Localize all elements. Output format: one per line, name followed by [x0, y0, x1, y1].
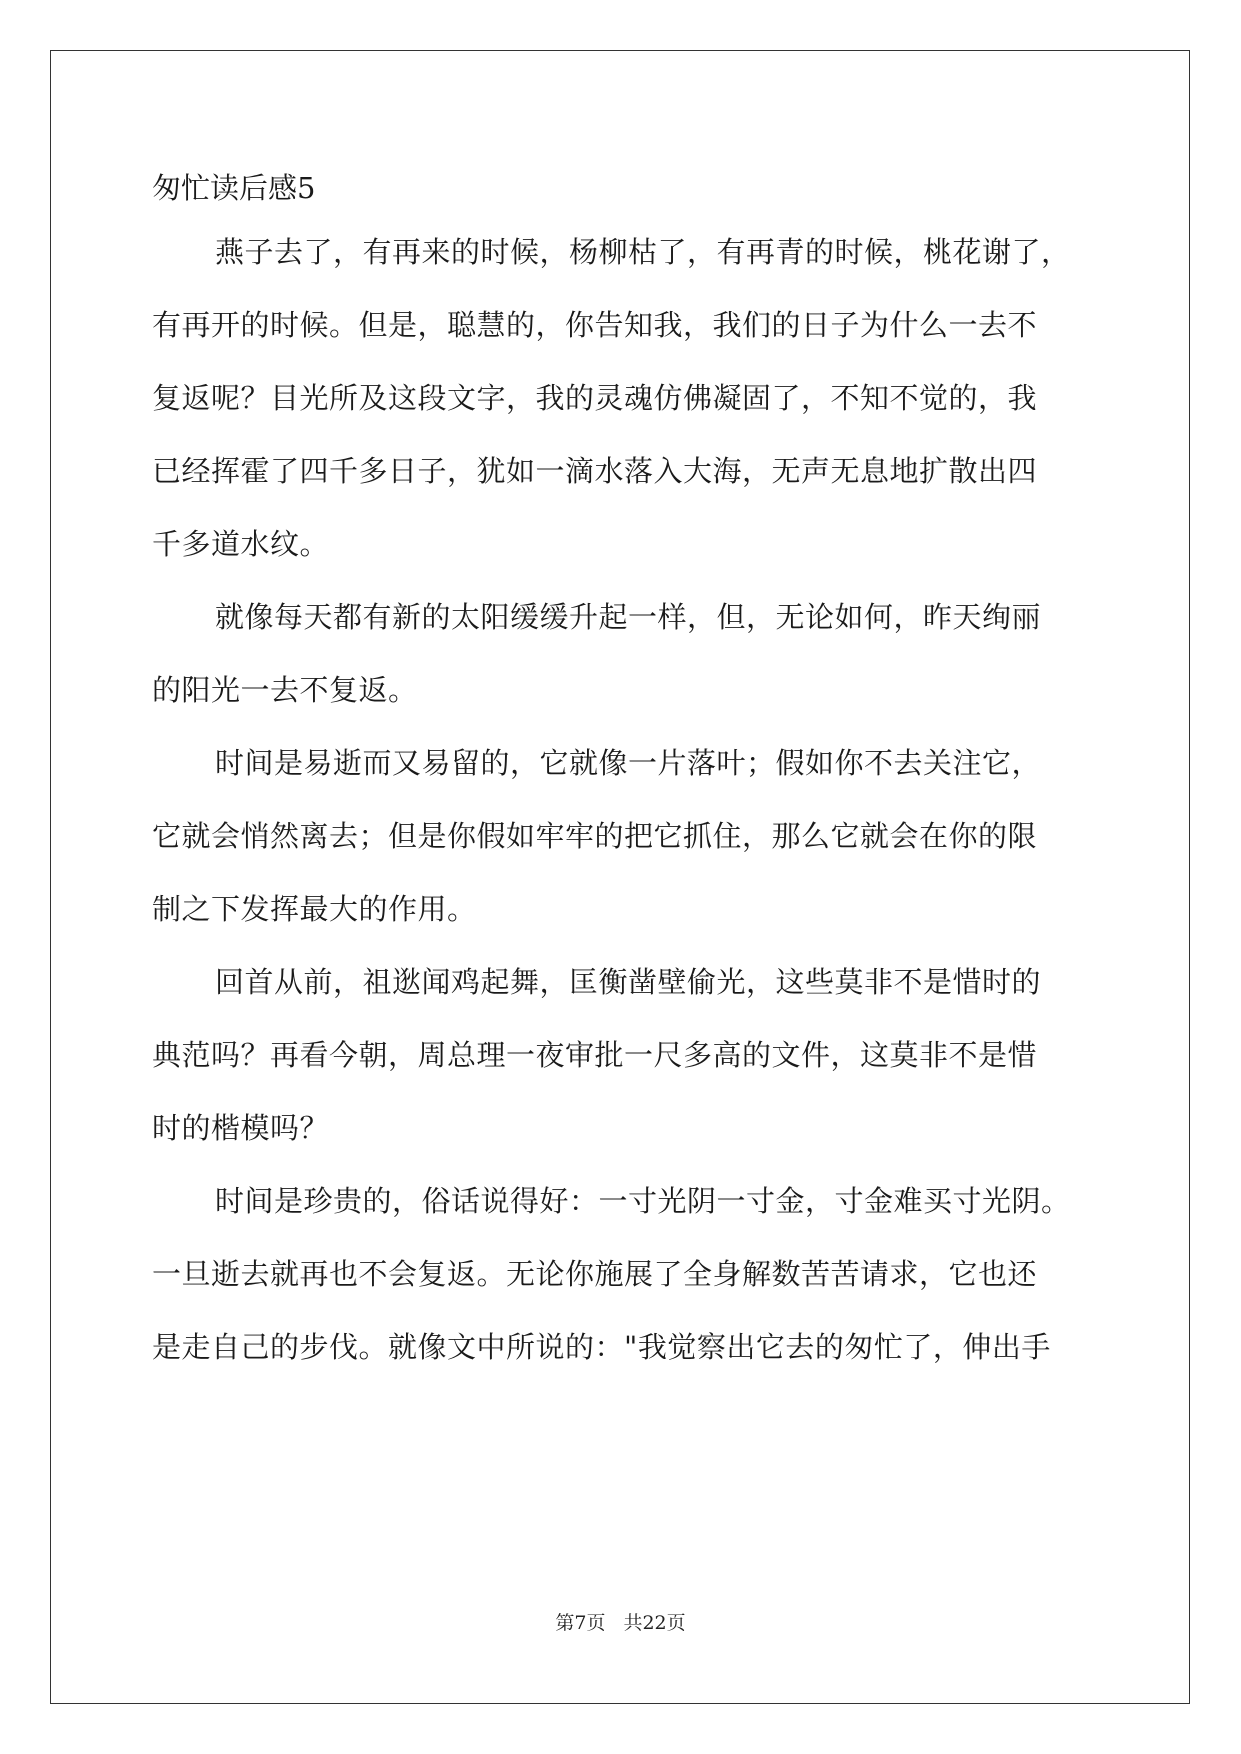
paragraph-1-line-4: 已经挥霍了四千多日子，犹如一滴水落入大海，无声无息地扩散出四	[152, 454, 1038, 488]
page-footer	[0, 1611, 1241, 1635]
paragraph-3-line-1: 时间是易逝而又易留的，它就像一片落叶；假如你不去关注它，	[215, 746, 1042, 780]
paragraph-3-line-3: 制之下发挥最大的作用。	[152, 892, 477, 926]
paragraph-1-line-5: 千多道水纹。	[152, 527, 330, 561]
paragraph-5-line-1: 时间是珍贵的，俗话说得好：一寸光阴一寸金，寸金难买寸光阴。	[215, 1184, 1071, 1218]
paragraph-1-line-3: 复返呢？目光所及这段文字，我的灵魂仿佛凝固了，不知不觉的，我	[152, 381, 1038, 415]
paragraph-3-line-2: 它就会悄然离去；但是你假如牢牢的把它抓住，那么它就会在你的限	[152, 819, 1038, 853]
page-total: 共22页	[623, 1612, 686, 1634]
paragraph-2-line-2: 的阳光一去不复返。	[152, 673, 418, 707]
paragraph-5-line-2: 一旦逝去就再也不会复返。无论你施展了全身解数苦苦请求，它也还	[152, 1257, 1038, 1291]
paragraph-4-line-3: 时的楷模吗？	[152, 1111, 330, 1145]
paragraph-4-line-1: 回首从前，祖逖闻鸡起舞，匡衡凿壁偷光，这些莫非不是惜时的	[215, 965, 1042, 999]
document-title: 匆忙读后感5	[152, 171, 316, 205]
page-number: 第7页	[555, 1612, 606, 1634]
paragraph-1-line-2: 有再开的时候。但是，聪慧的，你告知我，我们的日子为什么一去不	[152, 308, 1038, 342]
paragraph-2-line-1: 就像每天都有新的太阳缓缓升起一样，但，无论如何，昨天绚丽	[215, 600, 1042, 634]
page-border	[50, 50, 1190, 1704]
paragraph-5-line-3: 是走自己的步伐。就像文中所说的："我觉察出它去的匆忙了，伸出手	[152, 1330, 1051, 1364]
paragraph-4-line-2: 典范吗？再看今朝，周总理一夜审批一尺多高的文件，这莫非不是惜	[152, 1038, 1038, 1072]
paragraph-1-line-1: 燕子去了，有再来的时候，杨柳枯了，有再青的时候，桃花谢了，	[215, 235, 1071, 269]
